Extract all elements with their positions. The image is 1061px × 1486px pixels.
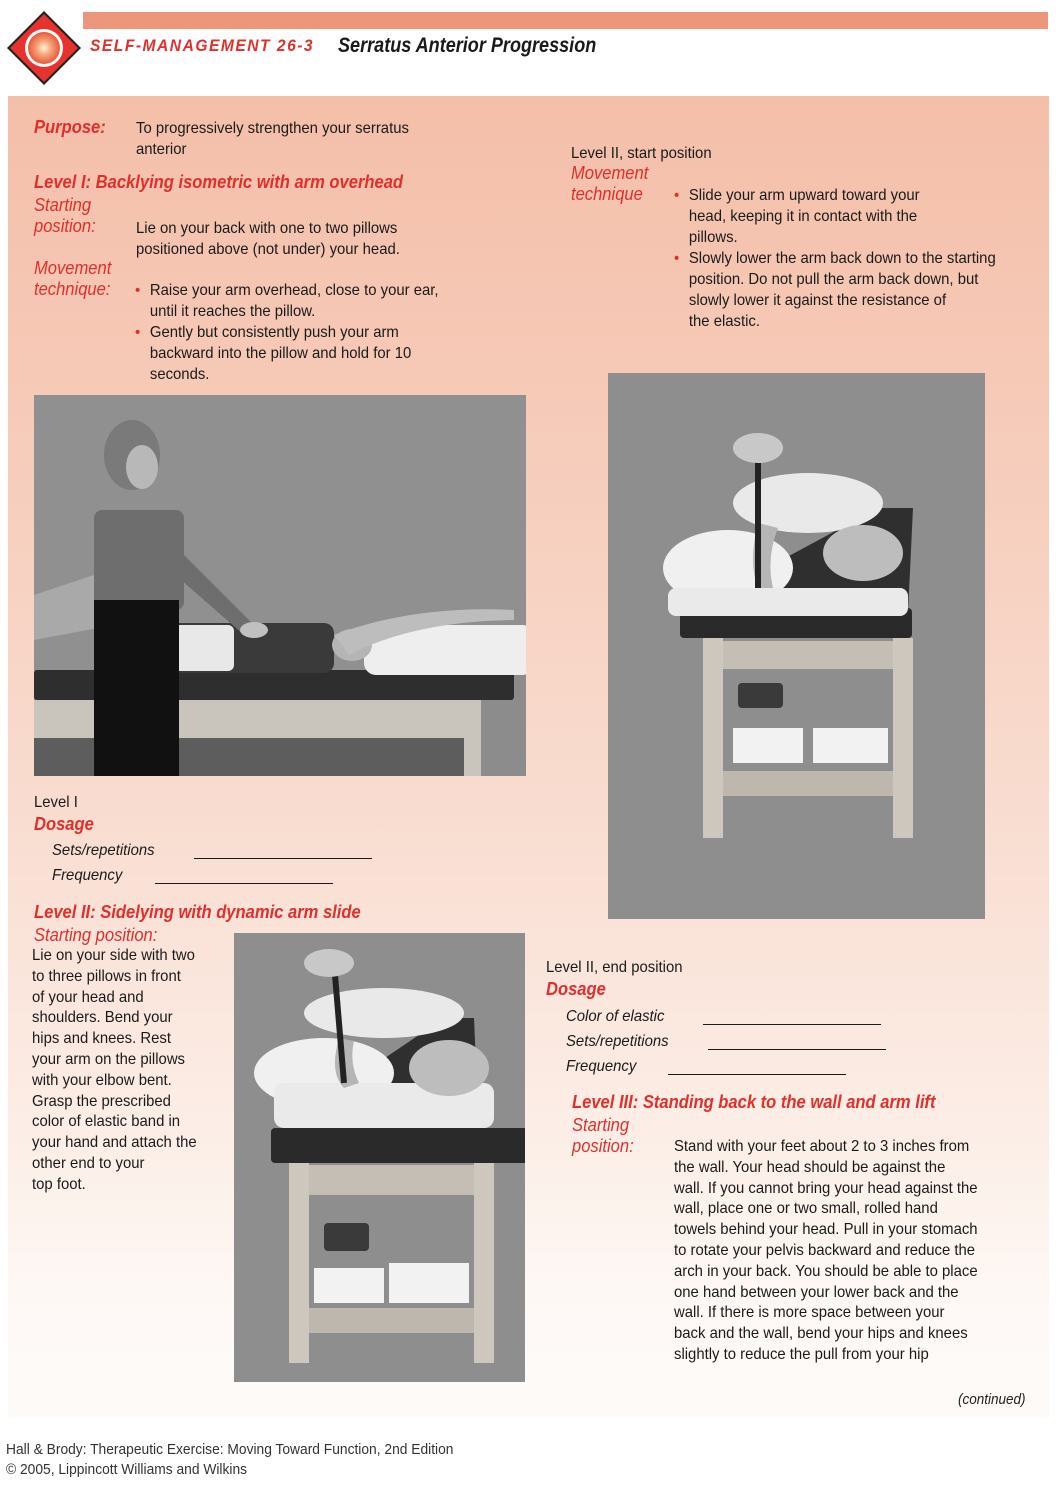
text-line: wall. If there is more space between your: [674, 1304, 945, 1322]
level2-starting-text: [32, 946, 197, 1196]
level1-movement-label: [34, 258, 111, 300]
bullet-line: the elastic.: [688, 313, 761, 330]
level2-end-caption: Level II, end position: [546, 959, 683, 976]
text-line: towels behind your head. Pull in your stomach: [674, 1221, 978, 1239]
bullet-line: until it reaches the pillow.: [149, 303, 316, 320]
purpose-line: anterior: [136, 141, 187, 158]
level3-starting-text: [674, 1137, 978, 1366]
label-line: Movement: [571, 163, 649, 183]
diamond-sun-logo-icon: [6, 10, 82, 86]
bullet-line: position. Do not pull the arm back down, but: [688, 271, 979, 288]
purpose-line: To progressively strengthen your serratus: [136, 120, 409, 137]
level1-starting-text: [136, 218, 400, 260]
label-line: position:: [34, 216, 96, 236]
level1-starting-label: [34, 195, 96, 237]
label-line: Starting: [34, 195, 92, 215]
level2-color-input[interactable]: [703, 1024, 881, 1025]
text-line: to three pillows in front: [32, 967, 181, 985]
label-line: technique:: [34, 279, 111, 299]
level2-color-label: Color of elastic: [566, 1008, 665, 1025]
bullet-item: [135, 322, 488, 385]
bullet-line: pillows.: [688, 229, 738, 246]
bullet-line: • Slide your arm upward toward your: [688, 187, 920, 204]
bullet-item: [674, 248, 1032, 332]
bullet-line: seconds.: [149, 366, 210, 383]
text-line: Stand with your feet about 2 to 3 inches from: [674, 1138, 970, 1155]
level2-starting-label: Starting position:: [34, 925, 158, 945]
level1-sets-input[interactable]: [194, 858, 372, 859]
continued-note: (continued): [958, 1391, 1026, 1408]
purpose-text: [136, 118, 409, 160]
level2-sets-label: Sets/repetitions: [566, 1033, 669, 1050]
text-line: wall. If you cannot bring your head against the: [674, 1179, 978, 1197]
text-line: Lie on your back with one to two pillows: [136, 220, 398, 237]
level1-movement-list: [135, 280, 488, 385]
level1-frequency-input[interactable]: [155, 883, 333, 884]
page-title: Serratus Anterior Progression: [338, 34, 597, 57]
level2-frequency-label: Frequency: [566, 1058, 637, 1075]
text-line: one hand between your lower back and the: [674, 1283, 959, 1301]
level2-end-photo: [234, 933, 525, 1382]
bullet-line: • Raise your arm overhead, close to your ear,: [149, 282, 439, 299]
label-line: Starting: [572, 1115, 630, 1135]
level2-sets-input[interactable]: [708, 1049, 886, 1050]
text-line: slightly to reduce the pull from your hip: [674, 1345, 929, 1363]
level1-frequency-label: Frequency: [52, 867, 123, 884]
level3-heading: Level III: Standing back to the wall and arm lift: [572, 1092, 936, 1112]
text-line: other end to your: [32, 1154, 145, 1172]
level2-frequency-input[interactable]: [668, 1074, 846, 1075]
level2-movement-list: [674, 185, 1032, 332]
text-line: wall, place one or two small, rolled hand: [674, 1200, 938, 1218]
text-line: color of elastic band in: [32, 1113, 181, 1131]
level1-sets-label: Sets/repetitions: [52, 842, 155, 859]
bullet-line: backward into the pillow and hold for 10: [149, 345, 412, 362]
level1-heading: Level I: Backlying isometric with arm overhead: [34, 172, 404, 192]
bullet-line: • Slowly lower the arm back down to the starting: [688, 250, 996, 267]
level2-heading: Level II: Sidelying with dynamic arm slide: [34, 902, 361, 922]
bullet-line: slowly lower it against the resistance of: [688, 292, 947, 309]
text-line: arch in your back. You should be able to place: [674, 1262, 978, 1280]
level2-dosage-label: Dosage: [546, 979, 606, 999]
text-line: Lie on your side with two: [32, 947, 195, 964]
label-line: technique: [571, 184, 643, 204]
text-line: your arm on the pillows: [32, 1050, 185, 1068]
text-line: with your elbow bent.: [32, 1071, 172, 1089]
text-line: your hand and attach the: [32, 1134, 197, 1152]
level3-starting-label: [572, 1115, 634, 1157]
text-line: top foot.: [32, 1175, 86, 1193]
text-line: to rotate your pelvis backward and reduce the: [674, 1241, 976, 1259]
text-line: the wall. Your head should be against the: [674, 1158, 946, 1176]
footer-copyright: © 2005, Lippincott Williams and Wilkins: [6, 1461, 248, 1478]
level2-movement-label: [571, 163, 648, 205]
level1-dosage-label: Dosage: [34, 814, 94, 834]
purpose-label: Purpose:: [34, 117, 106, 137]
level2-start-caption: Level II, start position: [571, 145, 712, 162]
bullet-item: [674, 185, 1032, 248]
bullet-item: [135, 280, 488, 322]
label-line: position:: [572, 1136, 634, 1156]
footer-citation: Hall & Brody: Therapeutic Exercise: Moving Toward Function, 2nd Edition: [6, 1441, 454, 1458]
text-line: hips and knees. Rest: [32, 1030, 171, 1048]
series-label: SELF-MANAGEMENT 26-3: [90, 36, 315, 55]
text-line: positioned above (not under) your head.: [136, 241, 400, 258]
text-line: Grasp the prescribed: [32, 1092, 171, 1110]
level2-start-photo: [608, 373, 985, 919]
text-line: of your head and: [32, 988, 144, 1006]
text-line: back and the wall, bend your hips and knees: [674, 1325, 968, 1343]
level1-photo: [34, 395, 526, 776]
header-bar: [83, 12, 1048, 29]
level1-caption: Level I: [34, 794, 78, 811]
bullet-line: • Gently but consistently push your arm: [149, 324, 399, 341]
text-line: shoulders. Bend your: [32, 1009, 173, 1027]
label-line: Movement: [34, 258, 112, 278]
bullet-line: head, keeping it in contact with the: [688, 208, 918, 225]
